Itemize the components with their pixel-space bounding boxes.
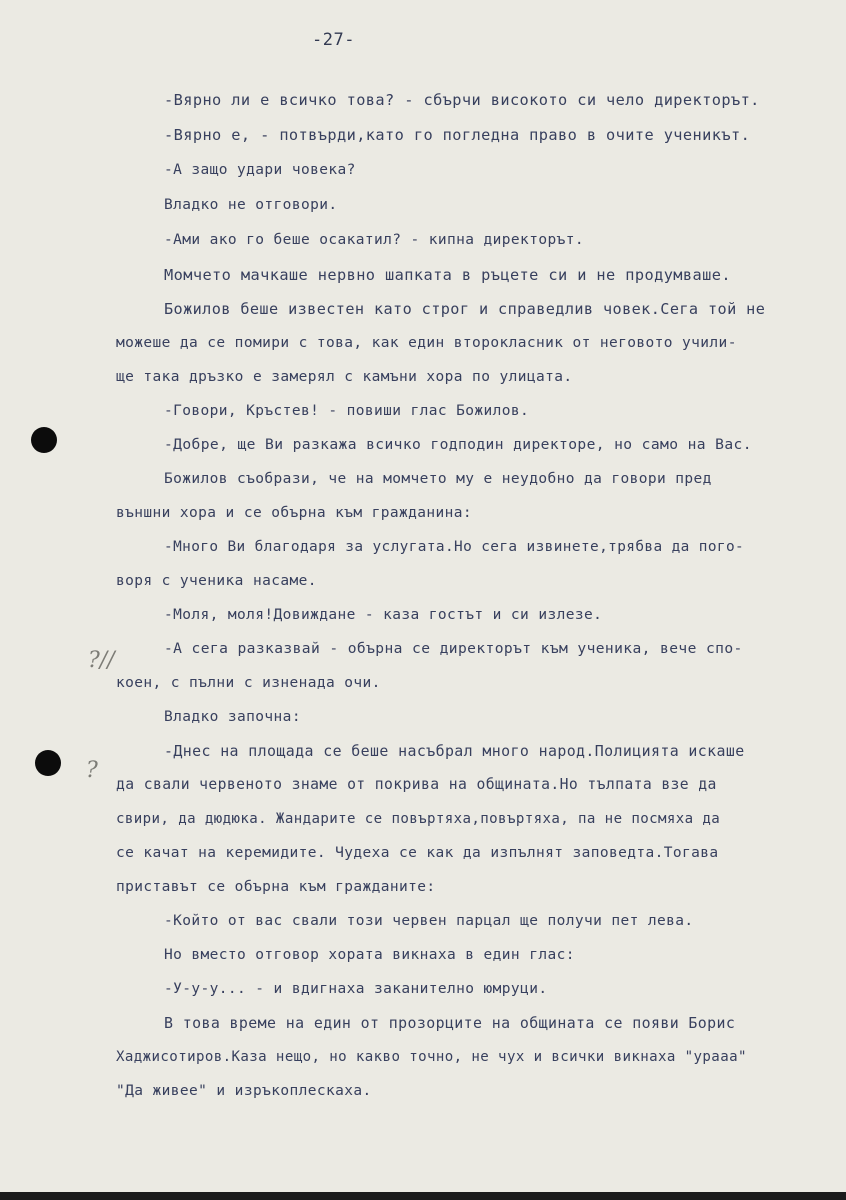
text-line-15: воря с ученика насаме. — [116, 573, 317, 589]
text-line-26: Но вместо отговор хората викнаха в един глас: — [164, 947, 575, 963]
text-line-20: -Днес на площада се беше насъбрал много народ.Полицията искаше — [164, 742, 745, 760]
text-line-9: ще така дръзко е замерял с камъни хора по улицата. — [116, 369, 573, 385]
text-line-10: -Говори, Кръстев! - повиши глас Божилов. — [164, 403, 530, 419]
text-line-6: Момчето мачкаше нервно шапката в ръцете си и не продумваше. — [164, 266, 731, 284]
text-line-17: -А сега разказвай - обърна се директорът към ученика, вече спо- — [164, 640, 743, 657]
scan-bottom-edge — [0, 1192, 846, 1200]
text-line-24: приставът се обърна към гражданите: — [116, 879, 436, 895]
text-line-18: коен, с пълни с изненада очи. — [116, 675, 381, 691]
text-line-19: Владко започна: — [164, 709, 301, 725]
text-line-27: -У-у-у... - и вдигнаха заканително юмруци. — [164, 981, 548, 997]
page-number: -27- — [312, 30, 355, 50]
text-line-16: -Моля, моля!Довиждане - каза гостът и си излезе. — [164, 607, 603, 623]
text-line-29: Хаджисотиров.Каза нещо, но какво точно, не чух и всички викнаха "урааа" — [116, 1049, 747, 1065]
margin-pencil-mark-upper: ?// — [88, 648, 115, 673]
text-line-22: свири, да дюдюка. Жандарите се повъртяха,повъртяха, па не посмяха да — [116, 811, 721, 827]
text-line-28: В това време на един от прозорците на общината се появи Борис — [164, 1014, 736, 1032]
text-line-4: Владко не отговори. — [164, 197, 338, 213]
punch-hole-bottom — [35, 750, 61, 776]
text-line-7: Божилов беше известен като строг и справедлив човек.Сега той не — [164, 300, 766, 318]
text-line-5: -Ами ако го беше осакатил? - кипна директорът. — [164, 232, 584, 248]
text-line-30: "Да живее" и изръкоплескаха. — [116, 1083, 372, 1099]
text-line-13: външни хора и се обърна към гражданина: — [116, 505, 473, 521]
text-line-21: да свали червеното знаме от покрива на общината.Но тълпата взе да — [116, 776, 717, 793]
margin-pencil-mark-lower: ? — [86, 758, 98, 783]
text-line-3: -А защо удари човека? — [164, 162, 356, 178]
text-line-25: -Който от вас свали този червен парцал ще получи пет лева. — [164, 913, 694, 929]
text-line-8: можеше да се помири с това, как един второкласник от неговото учили- — [116, 335, 737, 351]
text-line-1: -Вярно ли е всичко това? - сбърчи високото си чело директорът. — [164, 91, 760, 109]
text-line-2: -Вярно е, - потвърди,като го погледна право в очите ученикът. — [164, 126, 751, 144]
punch-hole-top — [31, 427, 57, 453]
text-line-11: -Добре, ще Ви разкажа всичко годподин директоре, но само на Вас. — [164, 436, 752, 453]
text-line-23: се качат на керемидите. Чудеха се как да изпълнят заповедта.Тогава — [116, 845, 719, 861]
text-line-12: Божилов съобрази, че на момчето му е неудобно да говори пред — [164, 471, 712, 487]
text-line-14: -Много Ви благодаря за услугата.Но сега извинете,трябва да пого- — [164, 539, 745, 555]
